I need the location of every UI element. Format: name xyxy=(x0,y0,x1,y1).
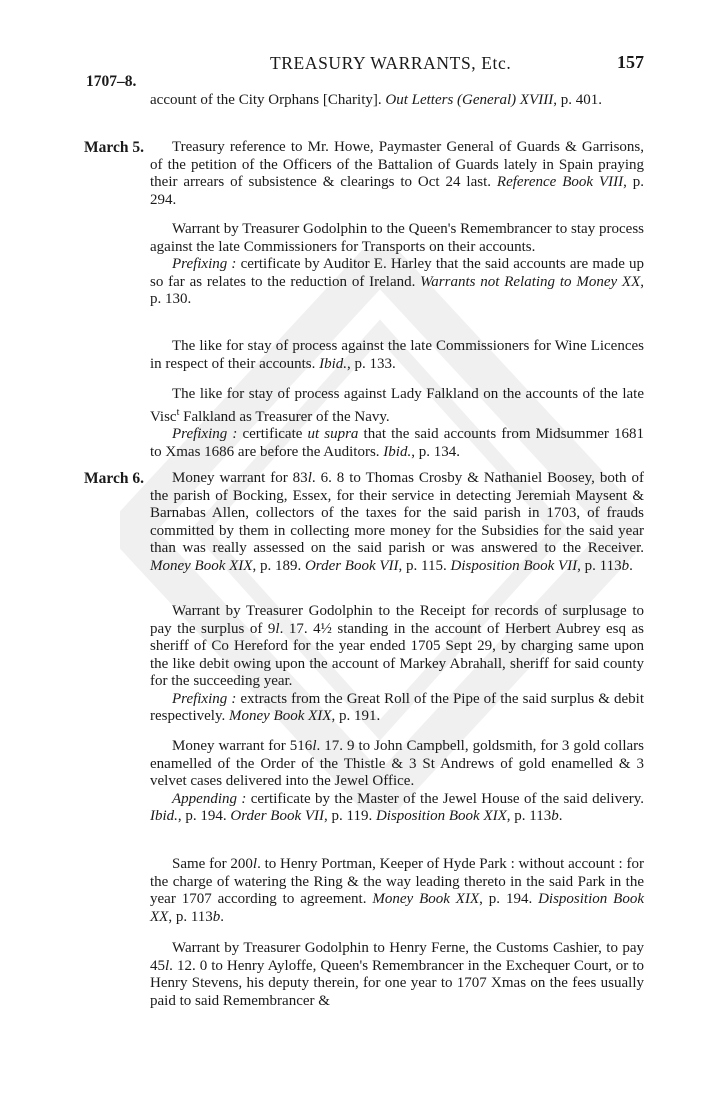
text-run: certificate xyxy=(237,426,308,442)
text-run: , p. 189. xyxy=(252,557,305,574)
text-run: , p. 194. xyxy=(177,808,231,824)
entry-paragraph xyxy=(150,338,644,373)
text-run: l xyxy=(275,620,280,637)
text-run: Out Letters (General) XVIII xyxy=(385,92,554,108)
entry-paragraph xyxy=(150,386,644,461)
text-run: Ibid. xyxy=(150,808,178,824)
entry-paragraph xyxy=(150,603,644,726)
text-run: Money Book XIX xyxy=(229,708,332,724)
entry-body xyxy=(150,940,644,1010)
date-label-march-6: March 6. xyxy=(84,470,144,487)
text-run: b xyxy=(621,557,630,574)
text-run: , p. 130. xyxy=(150,273,645,307)
entry-subnote xyxy=(150,426,644,461)
text-run: account of the City Orphans [Charity]. xyxy=(150,92,386,108)
entry-paragraph xyxy=(150,92,644,110)
text-run: l xyxy=(252,856,258,872)
text-run: t xyxy=(176,406,180,418)
entry-paragraph xyxy=(150,940,644,1010)
text-run: . 17. 4½ standing in the account of Herbert Aubrey esq as sheriff of Co Hereford for the year ended 1705 Sept 29, by charging same upon the like debit owing upon the account of Markey Abrahall, sheriff for said county for the succeeding year. xyxy=(150,620,644,689)
text-run: Treasury reference to Mr. Howe, Paymaster General of Guards & Garrisons, of the petition of the Officers of the Battalion of Guards lately in Spain praying their arrears of subsistence & clearings to Oct 24 last. xyxy=(150,139,644,190)
entry-paragraph xyxy=(150,738,644,826)
text-run: The like for stay of process against Lady Falkland on the accounts of the late Visc xyxy=(150,386,644,425)
running-head-title: TREASURY WARRANTS, Etc. xyxy=(270,53,512,73)
text-run: extracts from the Great Roll of the Pipe of the said surplus & debit respectively. xyxy=(150,690,644,724)
text-run: , p. 133. xyxy=(347,355,396,372)
text-run: The like for stay of process against the late Commissioners for Wine Licences in respect of their accounts. xyxy=(150,338,644,372)
text-run: Warrants not Relating to Money XX xyxy=(420,273,641,290)
text-run: Disposition Book XIX xyxy=(375,808,507,824)
text-run: . xyxy=(629,557,633,574)
text-run: Prefixing : xyxy=(172,426,238,442)
entry-body xyxy=(150,603,644,691)
entry-body xyxy=(150,92,644,110)
entry-paragraph xyxy=(150,856,644,926)
text-run: Same for 200 xyxy=(172,856,253,872)
entry-paragraph xyxy=(150,470,644,575)
entry-paragraph xyxy=(150,139,644,209)
entry-body xyxy=(150,386,644,426)
text-run: , p. 194. xyxy=(479,891,539,907)
text-run: Warrant by Treasurer Godolphin to the Receipt for records of surplusage to pay the surplus of 9 xyxy=(150,603,644,637)
text-run: that the said accounts from Midsummer 1681 to Xmas 1686 are before the Auditors. xyxy=(150,426,645,460)
entry-paragraph xyxy=(150,221,644,309)
text-run: certificate by Auditor E. Harley that the said accounts are made up so far as relates to the reduction of Ireland. xyxy=(150,256,644,290)
entry-body xyxy=(150,470,644,575)
entry-subnote xyxy=(150,691,644,726)
text-run: Ibid. xyxy=(383,443,412,460)
text-run: Disposition Book VII xyxy=(450,557,578,574)
text-run: l xyxy=(307,470,312,486)
text-run: . 6. 8 to Thomas Crosby & Nathaniel Boosey, both of the parish of Bocking, Essex, for their service in detecting Jeremiah Maysent & Barnabas Allen, collectors of the taxes for the said parish in 1703, of frauds committed by them in collecting more money for the Subsidies for the said year than was really assessed on the said parish or was answered to the Receiver. xyxy=(150,470,644,556)
text-run: , p. 294. xyxy=(150,174,645,208)
text-run: . xyxy=(558,808,563,824)
text-run: Falkland as Treasurer of the Navy. xyxy=(179,408,390,425)
text-run: Disposition Book XX xyxy=(150,891,644,925)
text-run: Ibid. xyxy=(319,355,348,372)
text-run: Appending : xyxy=(172,790,247,807)
text-run: , p. 113 xyxy=(506,808,552,824)
text-run: l xyxy=(312,738,317,754)
text-run: Prefixing : xyxy=(172,690,237,707)
text-run: , p. 119. xyxy=(324,808,376,824)
date-label-march-5: March 5. xyxy=(84,139,144,156)
text-run: Warrant by Treasurer Godolphin to Henry Ferne, the Customs Cashier, to pay 45 xyxy=(150,940,644,974)
text-run: Reference Book VIII xyxy=(496,174,624,190)
entry-body xyxy=(150,856,644,926)
text-run: , p. 115. xyxy=(398,557,451,574)
text-run: . to Henry Portman, Keeper of Hyde Park : without account : for the charge of watering the Ring & the way leading thereto in the said Park in the year 1707 according to agreement. xyxy=(150,856,644,907)
text-run: Prefixing : xyxy=(172,256,237,272)
entry-body xyxy=(150,338,644,373)
text-run: ut supra xyxy=(307,426,359,442)
entry-subnote xyxy=(150,256,644,309)
text-run: l xyxy=(165,957,170,974)
text-run: Money Book XIX xyxy=(372,891,480,907)
entry-body xyxy=(150,738,644,791)
text-run: Order Book VII xyxy=(230,808,325,824)
text-run: Money warrant for 516 xyxy=(172,738,313,754)
text-run: . 12. 0 to Henry Ayloffe, Queen's Remembrancer in the Exchequer Court, or to Henry Stevens, his deputy therein, for one year to 1707 Xmas on the fees usually paid to said Remembrancer & xyxy=(150,957,644,1009)
entry-body xyxy=(150,139,644,209)
text-run: b xyxy=(551,808,559,824)
text-run: , p. 134. xyxy=(411,443,460,460)
text-run: Money Book XIX xyxy=(150,557,253,574)
text-run: . xyxy=(220,908,225,925)
text-run: certificate by the Master of the Jewel House of the said delivery. xyxy=(246,790,644,807)
text-run: , p. 113 xyxy=(577,557,622,574)
year-margin-label: 1707–8. xyxy=(86,73,137,90)
page-number: 157 xyxy=(617,52,644,72)
text-run: Order Book VII xyxy=(304,557,399,574)
text-run: , p. 191. xyxy=(331,708,381,724)
text-run: b xyxy=(212,908,221,925)
text-run: Money warrant for 83 xyxy=(172,470,308,486)
text-run: Warrant by Treasurer Godolphin to the Queen's Remembrancer to stay process against the late Commissioners for Transports on their accounts. xyxy=(150,221,644,255)
entry-body xyxy=(150,221,644,256)
text-run: . 17. 9 to John Campbell, goldsmith, for 3 gold collars enamelled of the Order of the Thistle & 3 St Andrews of gold enamelled & 3 velvet cases delivered into the Jewel Office. xyxy=(150,738,644,789)
text-run: , p. 113 xyxy=(168,908,213,925)
text-run: , p. 401. xyxy=(553,92,602,108)
entry-subnote xyxy=(150,791,644,826)
